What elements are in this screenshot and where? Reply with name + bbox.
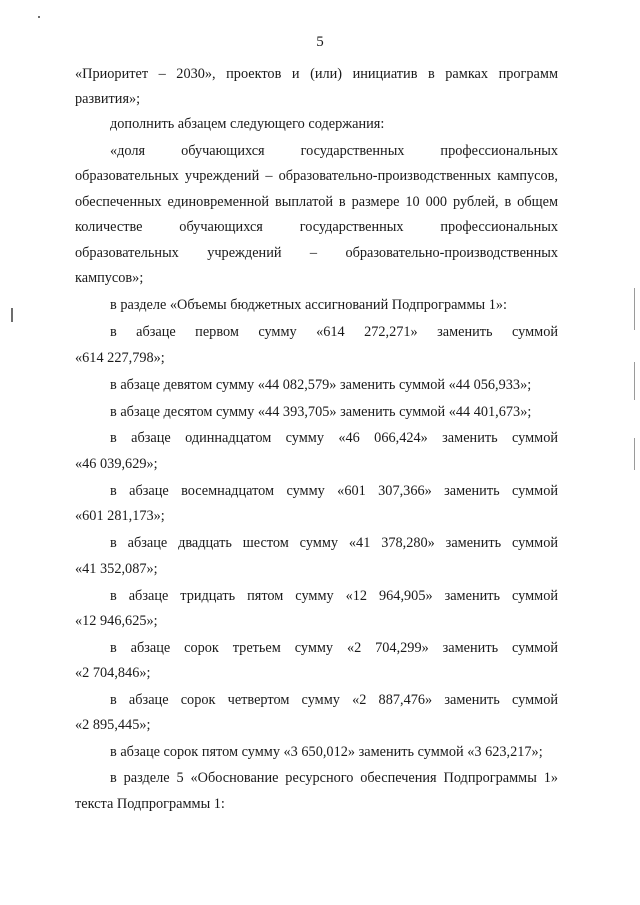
text-line: в абзаце девятом сумму «44 082,579» заменить суммой «44 056,933»; [110,377,532,393]
text-line: в разделе «Объемы бюджетных ассигнований Подпрограммы 1»: [110,297,507,313]
text-line: «Приоритет – 2030», проектов и (или) инициатив в рамках программ [75,66,558,82]
text-line: в абзаце восемнадцатом сумму «601 307,366» заменить суммой [110,483,558,499]
text-line: текста Подпрограммы 1: [75,796,225,812]
text-line: «доля обучающихся государственных профессиональных [110,143,558,159]
text-line: в абзаце первом сумму «614 272,271» заменить суммой [110,324,558,340]
scan-mark-right-2 [634,362,635,400]
scan-mark-right-1 [634,288,635,330]
scan-mark-right-3 [634,438,635,470]
text-line: в абзаце десятом сумму «44 393,705» заменить суммой «44 401,673»; [110,404,532,420]
text-line: обеспеченных единовременной выплатой в размере 10 000 рублей, в общем [75,194,558,210]
text-line: образовательных учреждений – образовательно-производственных [75,245,558,261]
text-line: дополнить абзацем следующего содержания: [110,116,385,132]
text-line: «614 227,798»; [75,350,165,366]
text-line: «601 281,173»; [75,508,165,524]
scan-mark-left [11,308,13,322]
text-line: в разделе 5 «Обоснование ресурсного обеспечения Подпрограммы 1» [110,770,558,786]
text-line: в абзаце сорок третьем сумму «2 704,299» заменить суммой [110,640,558,656]
text-line: «2 895,445»; [75,717,151,733]
text-line: в абзаце сорок четвертом сумму «2 887,476» заменить суммой [110,692,558,708]
text-line: в абзаце одиннадцатом сумму «46 066,424» заменить суммой [110,430,558,446]
scan-mark-dot [38,16,40,18]
text-line: в абзаце двадцать шестом сумму «41 378,280» заменить суммой [110,535,558,551]
text-line: в абзаце тридцать пятом сумму «12 964,905» заменить суммой [110,588,558,604]
text-line: количестве обучающихся государственных профессиональных [75,219,558,235]
text-line: «12 946,625»; [75,613,158,629]
text-line: «46 039,629»; [75,456,158,472]
text-line: «41 352,087»; [75,561,158,577]
text-line: образовательных учреждений – образовательно-производственных кампусов, [75,168,558,184]
page-number: 5 [316,34,324,50]
text-line: в абзаце сорок пятом сумму «3 650,012» заменить суммой «3 623,217»; [110,744,543,760]
text-line: кампусов»; [75,270,144,286]
text-line: развития»; [75,91,141,107]
text-line: «2 704,846»; [75,665,151,681]
